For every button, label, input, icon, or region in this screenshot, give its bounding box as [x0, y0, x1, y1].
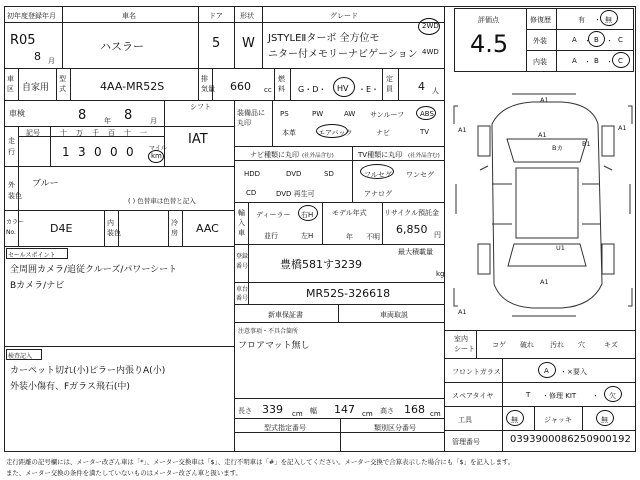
registration-label: 登録 番号: [236, 253, 249, 270]
grade-value-line1: JSTYLEⅡターボ 全方位モ: [268, 33, 380, 44]
interior-opt-2: B: [594, 57, 599, 65]
warranty-manual: 車両取説: [380, 311, 408, 319]
seat-item-1: 破れ: [520, 341, 534, 349]
warranty-new: 新車保証書: [268, 311, 303, 319]
mileage-unit-3: 百: [108, 129, 115, 137]
type-value: 4AA-MR52S: [100, 80, 165, 93]
height-label: 高さ: [380, 407, 394, 415]
equip-r1-0: PS: [280, 110, 289, 118]
exterior-opt-2: B: [594, 36, 599, 44]
jack-value: 無: [601, 416, 608, 424]
mgmt-value: 0393900086250900192: [510, 434, 631, 445]
mileage-unit-1: 万: [76, 129, 83, 137]
inspection-year-unit: 年: [104, 117, 111, 125]
airbag-circle: [316, 124, 348, 138]
displacement-unit: cc: [264, 86, 272, 94]
color-note: ( ) 色替車は色替と記入: [128, 197, 196, 205]
spare-dot: ・: [592, 392, 599, 400]
category-label: 車 区: [7, 75, 14, 93]
model-year-unknown: 不明: [366, 233, 380, 241]
interior-color-label: 内 装色: [107, 219, 121, 237]
chassis-label: 車台 番号: [236, 286, 249, 302]
height-value: 168: [404, 403, 425, 416]
navi-hdd: HDD: [244, 170, 261, 178]
front-glass-label: フロントガラス: [452, 368, 501, 376]
seat-item-3: 穴: [578, 341, 585, 349]
type-label: 型 式: [59, 75, 66, 93]
front-glass-x: ・×要入: [560, 368, 587, 376]
grade-label: グレード: [330, 12, 358, 20]
color-no-label: カラー No.: [6, 219, 25, 236]
inspection-label: 車検: [9, 109, 25, 118]
interior-c-circle: [612, 52, 630, 68]
mgmt-label: 管理番号: [452, 438, 480, 446]
sales-point-line-2: Bカメラ/ナビ: [10, 281, 65, 291]
navi-dvd-play: DVD 再生可: [276, 190, 315, 198]
mileage-digit-0: 1: [62, 145, 70, 159]
navi-dvd: DVD: [286, 170, 302, 178]
repair-yes: 有: [578, 16, 585, 24]
class-number-label: 類別区分番号: [374, 424, 416, 432]
inspection-month-unit: 月: [150, 117, 157, 125]
ac-value: AAC: [196, 222, 219, 235]
fullseg-circle: [360, 164, 394, 179]
exterior-b-circle: [588, 31, 605, 47]
exterior-opt-1: ・: [584, 37, 591, 45]
inspector-line-2: 外装小傷有、Fガラス飛石(中): [10, 382, 130, 392]
shape-label: 形状: [240, 12, 254, 20]
shift-label: シフト: [190, 103, 211, 111]
diagram-label-b-camera: Bカ: [552, 144, 563, 152]
abs-circle: [416, 106, 436, 120]
interior-opt-1: ・: [584, 58, 591, 66]
capacity-label: 定 員: [386, 75, 393, 93]
height-unit: cm: [430, 410, 441, 418]
registration-value: 豊橋581す3239: [280, 258, 362, 271]
import-label: 輸 入 車: [238, 209, 245, 237]
jack-label: ジャッキ: [544, 416, 572, 424]
front-glass-a: A: [544, 367, 549, 375]
color-label: 外 装色: [8, 181, 22, 200]
inspection-month: 8: [124, 108, 133, 123]
length-unit: cm: [292, 410, 303, 418]
interior-opt-0: A: [572, 57, 577, 65]
spare-label: スペアタイヤ: [452, 392, 494, 400]
load-unit: kg: [436, 270, 445, 278]
mileage-digit-3: 0: [110, 145, 118, 159]
ac-label: 冷 房: [171, 219, 178, 237]
length-label: 長さ: [238, 407, 252, 415]
first-reg-month-unit: 月: [48, 57, 55, 65]
interior-opt-3: ・: [606, 58, 613, 66]
equip-r1-1: PW: [312, 110, 324, 118]
equip-r1-3: サンルーフ: [370, 111, 405, 119]
notes-value: フロアマット無し: [238, 341, 310, 351]
model-year-unit: 年: [346, 233, 353, 241]
displacement-value: 660: [230, 80, 251, 93]
mileage-digit-2: 0: [94, 145, 102, 159]
spare-none: 欠: [609, 392, 616, 400]
model-year-label: モデル年式: [332, 209, 367, 217]
inspector-label: 検査記入: [8, 353, 33, 360]
grade-value-line2: ニター付メモリーナビゲーション: [268, 49, 418, 60]
mileage-unit-5: 一: [140, 129, 147, 137]
footer-line-1: 走行距離の記号欄には、メーター改ざん車は「*」、メーター交換車は「$」、走行不明車は「#」を記入してください。メーター交換で合算表示した場合にも「$」を記入します。: [6, 458, 515, 466]
recycle-label: リサイクル預託金: [384, 209, 440, 217]
fuel-options: G・D・: [298, 85, 327, 94]
length-value: 339: [262, 403, 283, 416]
color-no-value: D4E: [50, 222, 73, 235]
mileage-label: 走 行: [8, 137, 15, 156]
tv-oneseg: ワンセグ: [406, 171, 434, 179]
displacement-label: 排 気量: [201, 75, 215, 93]
shift-value: IAT: [188, 132, 208, 147]
interior-opt-4: C: [618, 57, 623, 65]
drive-4wd: 4WD: [422, 48, 439, 56]
mileage-unit-2: 千: [92, 129, 99, 137]
sales-points-label: セールスポイント: [8, 252, 56, 259]
mileage-record-label: 記号: [26, 129, 40, 137]
equip-r2-0: 本革: [282, 129, 296, 137]
exterior-opt-0: A: [572, 36, 577, 44]
spare-kit: ・修理 KIT: [542, 392, 577, 400]
exterior-opt-3: ・: [606, 37, 613, 45]
diagram-label-a1-rear: A1: [540, 278, 549, 286]
width-unit: cm: [362, 410, 373, 418]
diagram-label-a1-windshield: A1: [538, 131, 547, 139]
tv-fullseg: フルセグ: [364, 171, 392, 179]
import-parallel: 並行: [264, 232, 278, 240]
tool-value: 無: [511, 416, 518, 424]
diagram-label-a1-left-front: A1: [458, 126, 467, 134]
chassis-value: MR52S-326618: [306, 287, 391, 300]
tv-analog: アナログ: [364, 190, 392, 198]
mileage-unit-4: 十: [124, 129, 131, 137]
first-reg-month: 8: [34, 50, 41, 63]
doors-value: 5: [212, 36, 221, 51]
mileage-digit-1: 3: [78, 145, 86, 159]
tool-label: 工具: [458, 416, 472, 424]
mileage-unit-0: 十: [60, 129, 67, 137]
diagram-label-b1: B1: [582, 140, 591, 148]
color-value: ブルー: [32, 179, 59, 189]
sales-point-line-1: 全周囲カメラ/追従クルーズ/パワーシート: [10, 265, 178, 275]
width-value: 147: [334, 403, 355, 416]
fuel-hv: HV: [337, 84, 349, 93]
diagram-label-a1-right-front: A1: [618, 124, 627, 132]
seat-item-0: コゲ: [492, 341, 506, 349]
score-label: 評価点: [478, 16, 499, 24]
load-label: 最大積載量: [398, 248, 433, 256]
footer-line-2: また、メーター交換の条件を満たしていないものはメーター改ざん車と扱います。: [6, 469, 242, 477]
mileage-km-unit: km: [151, 152, 162, 160]
equip-r2-1: エアバック: [318, 129, 353, 137]
navi-label: ナビ種類に丸印: [250, 151, 299, 159]
exterior-opt-4: C: [618, 36, 623, 44]
mileage-digit-4: 0: [126, 145, 134, 159]
model-value: ハスラー: [100, 40, 144, 53]
score-value: 4.5: [470, 30, 509, 58]
diagram-label-a1-front: A1: [540, 96, 549, 104]
type-number-label: 型式指定番号: [264, 424, 306, 432]
inspection-year: 8: [78, 108, 87, 123]
first-reg-value: R05: [10, 33, 36, 48]
repair-none: 無: [605, 16, 612, 24]
equipment-label: 装備品に 丸印: [237, 109, 265, 127]
exterior-label: 外装: [533, 37, 547, 45]
tv-label: TV種類に丸印: [358, 151, 403, 159]
repair-label: 修復歴: [530, 16, 551, 24]
diagram-label-a1-left-rear: A1: [458, 308, 467, 316]
car-damage-diagram: [452, 84, 634, 326]
interior-label: 内装: [533, 58, 547, 66]
navi-sub: (社外品含む): [302, 153, 334, 159]
navi-cd: CD: [246, 189, 257, 197]
mileage-mile-label: マイル: [149, 145, 167, 152]
capacity-value: 4: [418, 80, 425, 93]
notes-label: 注意事項・不具合箇所: [238, 328, 299, 335]
interior-seat-label: 室内 シート: [454, 335, 475, 353]
equip-r2-3: TV: [420, 128, 430, 136]
import-left: 左H: [301, 232, 314, 240]
equip-r1-2: AW: [344, 110, 356, 118]
seat-item-2: 汚れ: [550, 341, 564, 349]
import-dealer: ディーラー: [256, 211, 291, 219]
spare-t: T: [526, 391, 531, 399]
repair-sep: ・: [594, 16, 601, 24]
first-reg-label: 初年度登録年月: [7, 12, 56, 20]
doors-label: ドア: [209, 12, 223, 20]
inspector-line-1: カーペット切れ(小)ピラー内張りA(小): [10, 366, 166, 376]
fuel-rest: ・E・: [358, 85, 380, 94]
tv-sub: (社外品含む): [408, 153, 440, 159]
equip-r1-4: ABS: [420, 110, 434, 118]
equip-r2-2: ナビ: [376, 129, 390, 137]
capacity-unit: 人: [432, 87, 439, 95]
seat-item-4: キズ: [604, 341, 618, 349]
shape-value: W: [242, 36, 255, 51]
recycle-value: 6,850: [396, 223, 428, 236]
fuel-label: 燃 料: [278, 75, 285, 93]
recycle-unit: 円: [434, 231, 441, 239]
category-value: 自家用: [22, 83, 50, 93]
drive-2wd: 2WD: [422, 22, 439, 30]
diagram-label-u1: U1: [556, 244, 565, 252]
import-right: 右H: [301, 211, 314, 219]
navi-sd: SD: [324, 170, 334, 178]
model-label: 車名: [122, 12, 136, 20]
width-label: 幅: [310, 407, 317, 415]
